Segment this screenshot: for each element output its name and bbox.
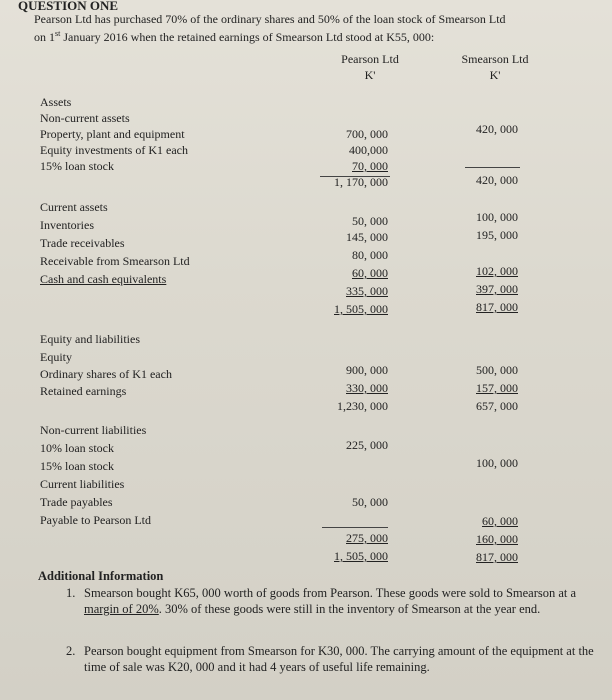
row-ordinary-shares-pearson: 900, 000: [346, 363, 388, 377]
row-ppe-pearson: 700, 000: [346, 127, 388, 141]
col-unit-smearson: K': [489, 68, 501, 82]
section-non-current-assets: Non-current assets: [40, 111, 130, 125]
info-item-1: 1. Smearson bought K65, 000 worth of goods from Pearson. These goods were sold to Smearson at a margin of 20%. 30% of these goods were still in the inventory of Smearson at the year end.: [66, 586, 577, 616]
total-ca-pearson: 335, 000: [346, 284, 388, 298]
total-nca-pearson: 1, 170, 000: [334, 175, 388, 189]
section-current-assets: Current assets: [40, 200, 108, 214]
intro-line-2: on 1st January 2016 when the retained earnings of Smearson Ltd stood at K55, 000:: [34, 29, 435, 44]
row-ppe-label: Property, plant and equipment: [40, 127, 185, 141]
row-inventories-label: Inventories: [40, 218, 94, 232]
col-header-smearson: Smearson Ltd: [461, 52, 529, 66]
row-trade-payables-pearson: 50, 000: [352, 495, 388, 509]
row-retained-earnings-label: Retained earnings: [40, 384, 127, 398]
row-10-loan-pearson: 225, 000: [346, 438, 388, 452]
row-ppe-smearson: 420, 000: [476, 122, 518, 136]
row-receivable-smearson-label: Receivable from Smearson Ltd: [40, 254, 190, 268]
row-payable-pearson-label: Payable to Pearson Ltd: [40, 513, 151, 527]
row-loan-stock-label: 15% loan stock: [40, 159, 114, 173]
row-15-loan-label: 15% loan stock: [40, 459, 114, 473]
total-assets-pearson: 1, 505, 000: [334, 302, 388, 316]
total-eq-liab-smearson: 817, 000: [476, 550, 518, 564]
row-ordinary-shares-smearson: 500, 000: [476, 363, 518, 377]
section-assets: Assets: [40, 95, 72, 109]
row-inventories-pearson: 50, 000: [352, 214, 388, 228]
total-liabilities-smearson: 160, 000: [476, 532, 518, 546]
total-equity-pearson: 1,230, 000: [337, 399, 388, 413]
row-cash-label: Cash and cash equivalents: [40, 272, 167, 286]
row-15-loan-smearson: 100, 000: [476, 456, 518, 470]
row-receivables-pearson: 145, 000: [346, 230, 388, 244]
row-loan-stock-pearson: 70, 000: [352, 159, 388, 173]
question-heading: QUESTION ONE: [18, 0, 119, 13]
row-retained-earnings-smearson: 157, 000: [476, 381, 518, 395]
total-assets-smearson: 817, 000: [476, 300, 518, 314]
row-inventories-smearson: 100, 000: [476, 210, 518, 224]
section-non-current-liabilities: Non-current liabilities: [40, 423, 147, 437]
info-item-2: 2. Pearson bought equipment from Smearson for K30, 000. The carrying amount of the equipment at the time of sale was K20, 000 and it had 4 years of useful life remaining.: [66, 644, 594, 674]
row-10-loan-label: 10% loan stock: [40, 441, 114, 455]
total-liabilities-pearson: 275, 000: [346, 531, 388, 545]
total-nca-smearson: 420, 000: [476, 173, 518, 187]
row-ordinary-shares-label: Ordinary shares of K1 each: [40, 367, 172, 381]
row-equity-inv-pearson: 400,000: [349, 143, 388, 157]
section-equity-liabilities: Equity and liabilities: [40, 332, 140, 346]
section-current-liabilities: Current liabilities: [40, 477, 125, 491]
total-equity-smearson: 657, 000: [476, 399, 518, 413]
col-unit-pearson: K': [364, 68, 376, 82]
row-trade-payables-label: Trade payables: [40, 495, 113, 509]
row-equity-inv-label: Equity investments of K1 each: [40, 143, 188, 157]
row-cash-pearson: 60, 000: [352, 266, 388, 280]
additional-info-heading: Additional Information: [38, 569, 164, 583]
row-receivable-smearson-pearson: 80, 000: [352, 248, 388, 262]
row-cash-smearson: 102, 000: [476, 264, 518, 278]
row-payable-pearson-smearson: 60, 000: [482, 514, 518, 528]
section-equity: Equity: [40, 350, 72, 364]
row-retained-earnings-pearson: 330, 000: [346, 381, 388, 395]
row-receivables-smearson: 195, 000: [476, 228, 518, 242]
row-receivables-label: Trade receivables: [40, 236, 125, 250]
total-eq-liab-pearson: 1, 505, 000: [334, 549, 388, 563]
col-header-pearson: Pearson Ltd: [341, 52, 399, 66]
intro-line-1: Pearson Ltd has purchased 70% of the ordinary shares and 50% of the loan stock of Smearson Ltd: [34, 12, 506, 26]
total-ca-smearson: 397, 000: [476, 282, 518, 296]
